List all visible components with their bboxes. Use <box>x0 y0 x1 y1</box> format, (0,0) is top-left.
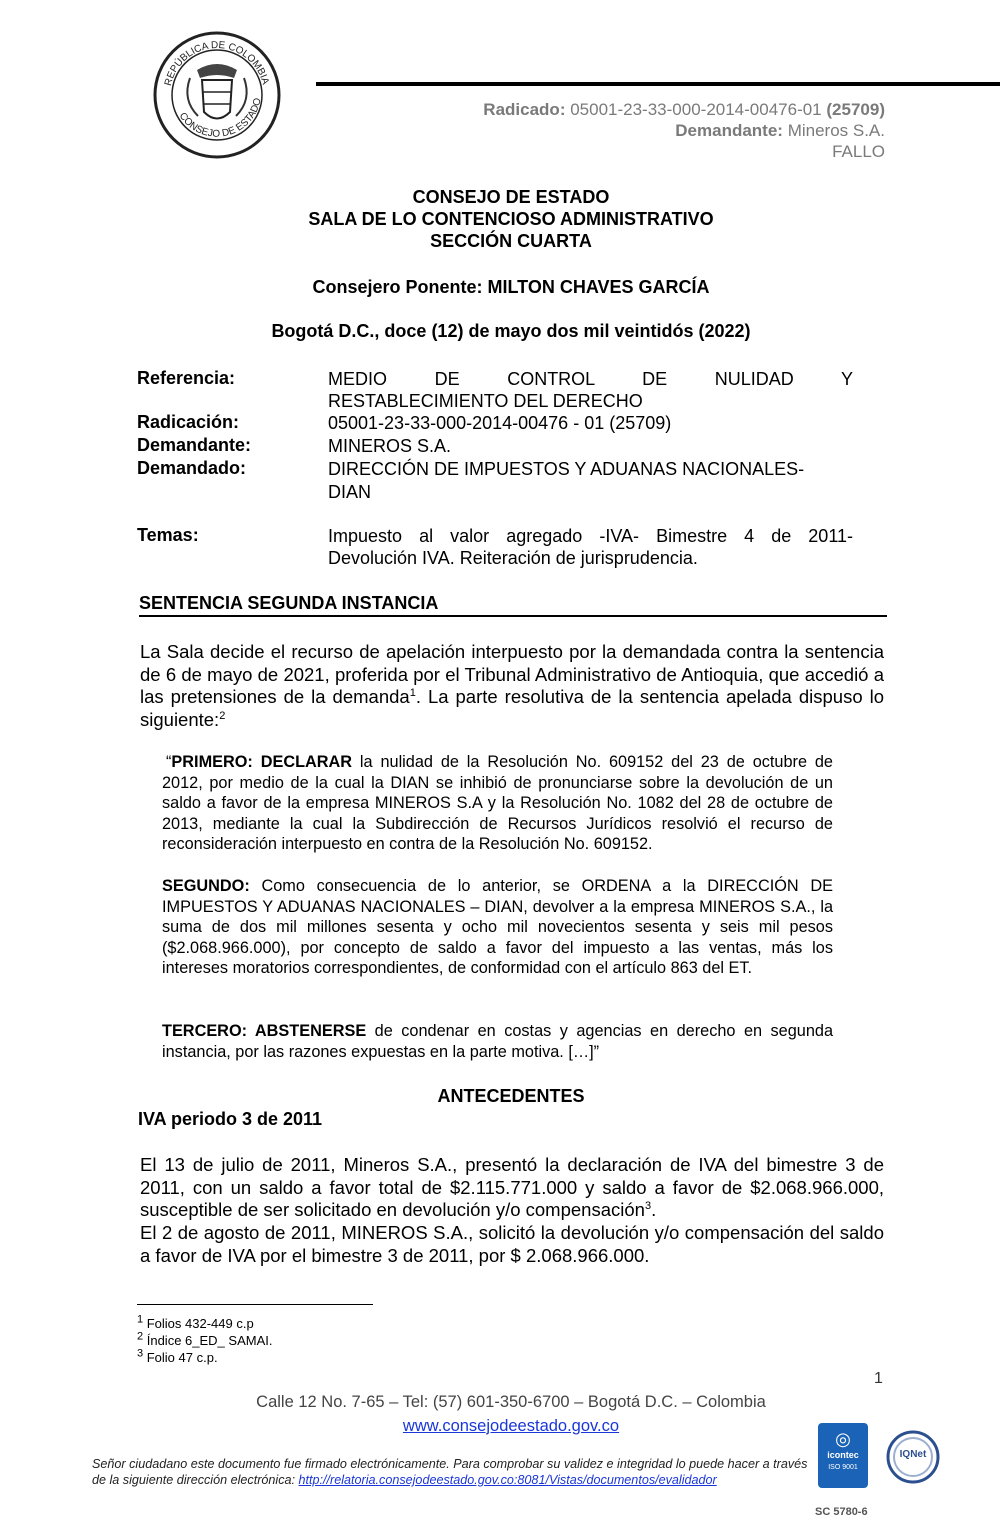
svg-text:CONSEJO DE ESTADO: CONSEJO DE ESTADO <box>176 96 264 140</box>
fecha: Bogotá D.C., doce (12) de mayo dos mil veintidós (2022) <box>271 321 751 341</box>
validator-link[interactable]: http://relatoria.consejodeestado.gov.co:8081/Vistas/documentos/evalidador <box>298 1473 717 1487</box>
footnote-ref-1: 1 <box>409 686 416 699</box>
demandante-ref-label: Demandante: <box>137 435 252 455</box>
quote-tercero: TERCERO: ABSTENERSE de condenar en costas y agencias en derecho en segunda instancia, por las razones expuestas en la parte motiva. […]” <box>162 1022 834 1061</box>
footnote-ref-3: 3 <box>644 1199 652 1212</box>
website-link[interactable]: www.consejodeestado.gov.co <box>402 1417 620 1435</box>
quote-segundo: SEGUNDO: Como consecuencia de lo anterior, se ORDENA a la DIRECCIÓN DE IMPUESTOS Y ADUANAS NACIONALES – DIAN, devolver a la empresa MINEROS S.A., la suma de dos mil millones sesenta y ocho mil novecientos sesenta y seis mil pesos ($2.068.966.000), por concepto de saldo a favor del impuesto a las ventas, más los intereses moratorios correspondientes, de conformidad con el artículo 863 del ET. <box>162 877 833 977</box>
temas-line1: Impuesto al valor agregado -IVA- Bimestre 4 de 2011- <box>328 526 853 546</box>
court-name: CONSEJO DE ESTADO <box>412 187 610 207</box>
demandado-label: Demandado: <box>137 458 247 478</box>
referencia-label: Referencia: <box>137 368 236 388</box>
footnote-1: $^1$ Folios 432-449 c.p <box>137 1313 254 1331</box>
radicado-num: (25709) <box>826 100 885 119</box>
header-radicado <box>483 99 885 120</box>
svg-text:REPÚBLICA DE COLOMBIA: REPÚBLICA DE COLOMBIA <box>162 39 271 87</box>
sentencia-title: SENTENCIA SEGUNDA INSTANCIA <box>139 593 887 617</box>
sala-name: SALA DE LO CONTENCIOSO ADMINISTRATIVO <box>308 209 714 229</box>
referencia-line2: RESTABLECIMIENTO DEL DERECHO <box>328 391 643 411</box>
radicacion-label: Radicación: <box>137 412 240 432</box>
demandado-line1: DIRECCIÓN DE IMPUESTOS Y ADUANAS NACIONALES- <box>328 459 805 479</box>
footnote-2: $^2$ Índice 6_ED_ SAMAI. <box>137 1330 273 1348</box>
icontec-certification-logo: ◎ icontec ISO 9001 <box>818 1423 868 1488</box>
temas-label: Temas: <box>137 525 199 545</box>
antecedentes-subtitle: IVA periodo 3 de 2011 <box>138 1109 323 1129</box>
electronic-signature-notice: Señor ciudadano este documento fue firmado electrónicamente. Para comprobar su validez e integridad lo puede hacer a través de la siguiente dirección electrónica: http://relatoria.consejodeestado.gov.co:8081/Vistas/documentos/evalidador <box>92 1457 808 1487</box>
header-tipo: FALLO <box>832 142 885 161</box>
iqnet-logo: IQNet <box>886 1430 940 1484</box>
certification-mark-icon: ◎ <box>835 1429 851 1449</box>
temas-line2: Devolución IVA. Reiteración de jurisprudencia. <box>328 548 698 568</box>
footnote-rule <box>137 1304 373 1305</box>
quote-primero: “PRIMERO: DECLARAR la nulidad de la Resolución No. 609152 del 23 de octubre de 2012, por medio de la cual la DIAN se inhibió de pronunciarse sobre la devolución de un saldo a favor de la empresa MINEROS S.A y la Resolución No. 1082 del 28 de octubre de 2013, mediante la cual la Subdirección de Recursos Jurídicos resolvió el recurso de reconsideración interpuesto en contra de la Resolución No. 609152. <box>162 753 833 853</box>
referencia-line1: MEDIO DE CONTROL DE NULIDAD Y <box>328 369 853 389</box>
footer-address: Calle 12 No. 7-65 – Tel: (57) 601-350-6700 – Bogotá D.C. – Colombia <box>256 1393 766 1411</box>
demandante-ref-value: MINEROS S.A. <box>328 436 452 456</box>
radicado-label: Radicado: <box>483 100 566 119</box>
radicacion-value: 05001-23-33-000-2014-00476 - 01 (25709) <box>328 413 672 433</box>
header-demandante <box>675 120 885 141</box>
header-rule <box>316 82 1000 86</box>
certificate-code: SC 5780-6 <box>815 1506 868 1518</box>
seccion-name: SECCIÓN CUARTA <box>430 231 592 251</box>
sentencia-intro: La Sala decide el recurso de apelación interpuesto por la demandada contra la sentencia de 6 de mayo de 2021, proferida por el Tribunal Administrativo de Antioquia, que accedió a las pretensiones de la demanda$^1$. La parte resolutiva de la sentencia apelada dispuso lo siguiente:$^2$ <box>140 641 885 730</box>
footnote-3: $^3$ Folio 47 c.p. <box>137 1347 218 1365</box>
antecedentes-p2: El 2 de agosto de 2011, MINEROS S.A., solicitó la devolución y/o compensación del saldo a favor de IVA por el bimestre 3 de 2011, por $ 2.068.966.000. <box>140 1222 884 1266</box>
demandante-value: Mineros S.A. <box>787 121 885 140</box>
page-number: 1 <box>874 1370 883 1387</box>
antecedentes-title: ANTECEDENTES <box>437 1086 585 1106</box>
demandado-line2: DIAN <box>328 482 372 502</box>
radicado-value: 05001-23-33-000-2014-00476-01 <box>570 100 822 119</box>
ponente: Consejero Ponente: MILTON CHAVES GARCÍA <box>312 277 710 297</box>
antecedentes-p1: El 13 de julio de 2011, Mineros S.A., presentó la declaración de IVA del bimestre 3 de 2011, con un saldo a favor total de $2.115.771.000 y saldo a favor de $2.068.966.000, susceptible de ser solicitado en devolución y/o compensación$^3$. <box>140 1154 884 1220</box>
consejo-de-estado-seal <box>152 30 282 160</box>
footnote-ref-2: 2 <box>219 709 226 722</box>
demandante-label: Demandante: <box>675 121 783 140</box>
